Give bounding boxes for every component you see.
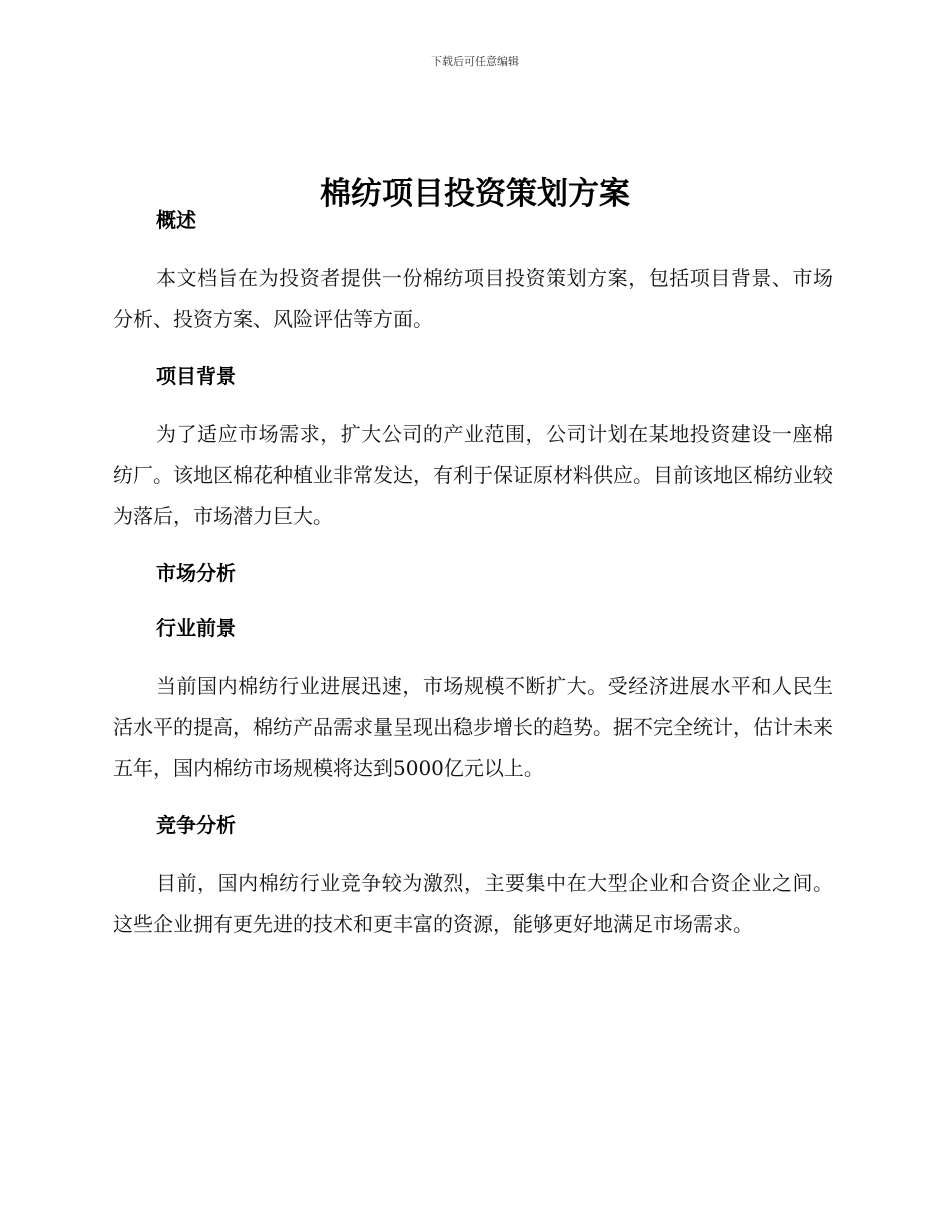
paragraph-background: 为了适应市场需求，扩大公司的产业范围，公司计划在某地投资建设一座棉纺厂。该地区棉花种植业非常发达，有利于保证原材料供应。目前该地区棉纺业较为落后，市场潜力巨大。 [113,422,833,528]
document-title: 棉纺项目投资策划方案 [320,175,630,212]
heading-competition-analysis: 竞争分析 [156,813,236,837]
header-note: 下载后可任意编辑 [431,55,519,68]
paragraph-competition-analysis: 目前，国内棉纺行业竞争较为激烈，主要集中在大型企业和合资企业之间。这些企业拥有更先进的技术和更丰富的资源，能够更好地满足市场需求。 [113,871,833,936]
paragraph-overview: 本文档旨在为投资者提供一份棉纺项目投资策划方案，包括项目背景、市场分析、投资方案、风险评估等方面。 [113,266,833,331]
heading-overview: 概述 [156,208,196,232]
heading-market-analysis: 市场分析 [156,561,236,585]
heading-industry-outlook: 行业前景 [156,616,236,640]
document-body [113,200,833,945]
paragraph-industry-outlook: 当前国内棉纺行业进展迅速，市场规模不断扩大。受经济进展水平和人民生活水平的提高，棉纺产品需求量呈现出稳步增长的趋势。据不完全统计，估计未来五年，国内棉纺市场规模将达到5000亿元以上。 [113,674,833,780]
heading-background: 项目背景 [156,364,236,388]
